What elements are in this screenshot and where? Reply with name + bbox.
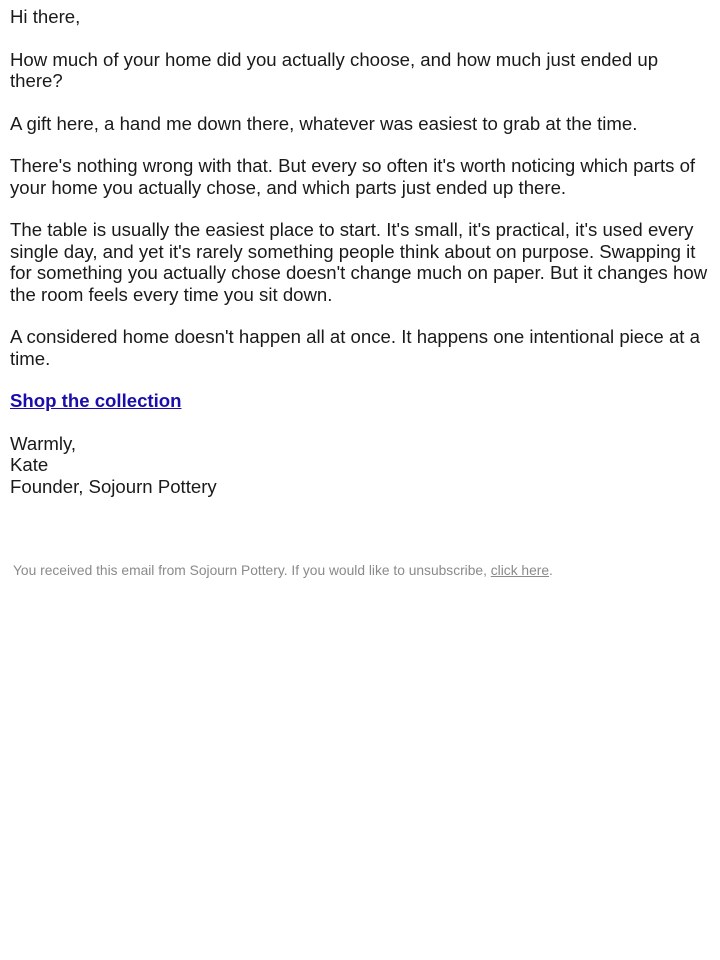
footer-period: . — [549, 563, 553, 578]
cta-row — [10, 390, 710, 412]
body-paragraph-2: A gift here, a hand me down there, whatever was easiest to grab at the time. — [10, 112, 638, 134]
unsubscribe-link[interactable]: click here — [490, 563, 550, 578]
signoff-closing: Warmly, — [10, 432, 77, 454]
shop-collection-link[interactable]: Shop the collection — [10, 390, 182, 411]
body-paragraph-5: A considered home doesn't happen all at once. It happens one intentional piece at a time. — [10, 326, 700, 369]
email-footer — [13, 562, 703, 580]
footer-text: You received this email from Sojourn Pottery. If you would like to unsubscribe, — [13, 563, 491, 578]
body-paragraph-1: How much of your home did you actually choose, and how much just ended up there? — [10, 48, 659, 91]
signoff — [10, 433, 710, 498]
greeting: Hi there, — [10, 6, 81, 27]
body-paragraph-4: The table is usually the easiest place to start. It's small, it's practical, it's used every single day, and yet it's rarely something people think about on purpose. Swapping it for something you actually chose doesn't change much on paper. But it changes how the room feels every time you sit down. — [10, 219, 708, 305]
signoff-title: Founder, Sojourn Pottery — [10, 475, 217, 497]
signoff-name: Kate — [10, 454, 49, 475]
body-paragraph-3: There's nothing wrong with that. But every so often it's worth noticing which parts of your home you actually chose, and which parts just ended up there. — [10, 155, 696, 198]
